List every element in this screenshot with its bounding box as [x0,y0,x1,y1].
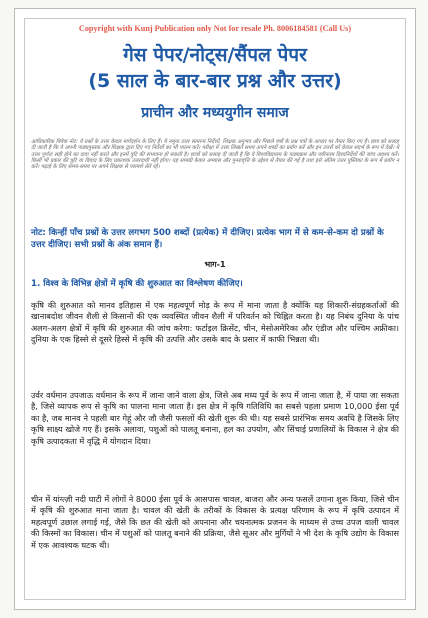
answer-paragraph: उर्वर वर्धमान उपजाऊ वर्धमान के रूप में जाना जाने वाला क्षेत्र, जिसे अब मध्य पूर्व के रूप में जाना जाता है, में पाया जा सकता है, जिसे व्यापक रूप से कृषि का पालना माना जाता है। इस क्षेत्र में कृषि गतिविधि का सबसे पहला प्रमाण 10,000 ईसा पूर्व का है, जब मानव ने पहली बार गेहूं और जौ जैसी फसलों की खेती शुरू की थी। यह सबसे प्रारंभिक समय अवधि है जिसके लिए कृषि साक्ष्य खोजे गए हैं। इसके अलावा, पशुओं को पालतू बनाना, हल का उपयोग, और सिंचाई प्रणालियों के विकास ने क्षेत्र की कृषि उत्पादकता में वृद्धि में योगदान दिया। [31,390,399,446]
question-heading: 1. विश्व के विभिन्न क्षेत्रों में कृषि की शुरुआत का विश्लेषण कीजिए। [31,279,243,289]
main-title: गेस पेपर/नोट्स/सैंपल पेपर [123,44,307,66]
subject-title: प्राचीन और मध्ययुगीन समाज [141,105,289,121]
copyright-header: Copyright with Kunj Publication only Not for resale Ph. 8006184581 (Call Us) [78,24,352,33]
document-page [14,8,416,610]
main-subtitle: (5 साल के बार-बार प्रश्न और उत्तर) [88,70,342,92]
page-border [24,18,406,600]
answer-paragraph: चीन में यांग्त्ज़ी नदी घाटी में लोगों ने 8000 ईसा पूर्व के आसपास चावल, बाजरा और अन्य फसलें उगाना शुरू किया, जिसे चीन में कृषि की शुरुआत माना जाता है। चावल की खेती के तरीकों के विकास के प्रत्यक्ष परिणाम के रूप में कृषि उत्पादन में महत्वपूर्ण उछाल लगाई गई, जैसे कि छत की खेती को अपनाना और चयनात्मक प्रजनन के माध्यम से उच्च उपज वाली चावल की किस्मों का विकास। चीन में पशुओं को पालतू बनाने की प्रक्रिया, जैसे सूअर और मुर्गियों ने भी देश के कृषि उद्योग के विकास में एक आवश्यक घटक थी। [31,494,399,550]
disclaimer-preface: आधिकारिक विवेक नोट: ये प्रश्नों के उत्तर केवल मार्गदर्शन के लिए हैं। ये नमूना उत्तर सामान्य निर्देशों, शिक्षक अनुभव और पिछले वर्षों के प्रश्न पत्रों के आधार पर तैयार किए गए हैं। छात्र को सलाह दी जाती है कि वे अपनी पाठ्यपुस्तक और शिक्षक द्वारा दिए गए निर्देशों का भी पालन करें। परीक्षा में उत्तर लिखते समय अपने शब्दों का प्रयोग करें और इन उत्तरों को केवल संदर्भ के रूप में देखें। ये उत्तर पूर्णतः सही होने का दावा नहीं करते और इनमें त्रुटि की संभावना हो सकती है। छात्रों को सलाह दी जाती है कि वे विश्वविद्यालय के पाठ्यक्रम और नवीनतम दिशानिर्देशों की जांच अवश्य करें। किसी भी प्रकार की त्रुटि या विवाद के लिए प्रकाशक उत्तरदायी नहीं होगा। यह सामग्री केवल अभ्यास और पुनरावृत्ति के उद्देश्य से तैयार की गई है तथा इसे अंतिम उत्तर पुस्तिका के रूप में प्रयोग न करें। पढ़ाई के लिए समय-समय पर अपने शिक्षक से परामर्श लेते रहें। [31,139,399,171]
exam-note: नोट: किन्हीं पाँच प्रश्नों के उत्तर लगभग 500 शब्दों (प्रत्येक) में दीजिए। प्रत्येक भाग में से कम-से-कम दो प्रश्नों के उत्तर दीजिए। सभी प्रश्नों के अंक समान हैं। [31,228,384,251]
answer-paragraph: कृषि की शुरुआत को मानव इतिहास में एक महत्वपूर्ण मोड़ के रूप में माना जाता है क्योंकि यह शिकारी-संग्रहकर्ताओं की खानाबदोश जीवन शैली से किसानों की एक व्यवस्थित जीवन शैली में परिवर्तन को चिह्नित करता है। यह निबंध दुनिया के पांच अलग-अलग क्षेत्रों में कृषि की शुरुआत की जांच करेगा: फर्टाइल क्रिसेंट, चीन, मेसोअमेरिका और एंडीज और पश्चिम अफ्रीका। दुनिया के एक हिस्से से दूसरे हिस्से में कृषि की उत्पत्ति और उसके बाद के प्रसार में काफी भिन्नता थी। [31,300,399,345]
part-heading: भाग-1 [204,260,226,269]
